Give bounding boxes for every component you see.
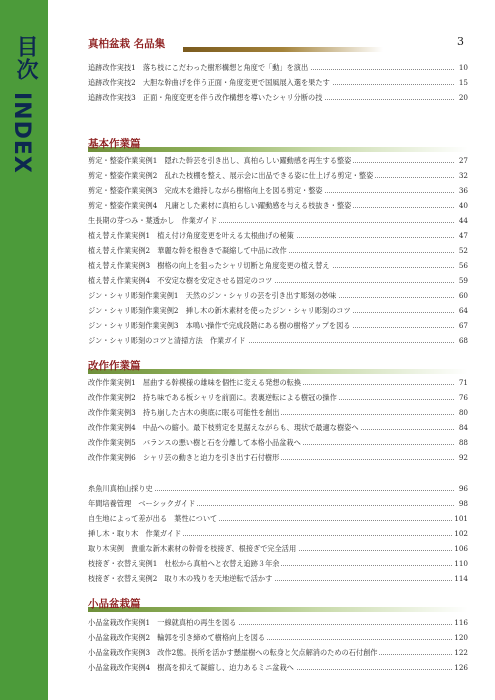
entry-page: 102 xyxy=(452,526,468,541)
section-bar xyxy=(88,607,468,612)
entry-page: 84 xyxy=(457,420,468,435)
entry-label: 小品盆栽改作実例4 樹高を抑えて凝縮し、迫力あるミニ盆栽へ xyxy=(88,663,294,672)
entry-page: 15 xyxy=(457,75,468,90)
entry-page: 52 xyxy=(457,243,468,258)
entry-page: 120 xyxy=(452,630,468,645)
toc-entry[interactable] xyxy=(88,333,468,348)
entry-page: 68 xyxy=(457,333,468,348)
section-title: 基本作業篇 xyxy=(88,138,141,150)
entry-page: 80 xyxy=(457,405,468,420)
toc-entry[interactable] xyxy=(88,645,468,660)
entry-label: 改作作業実例1 屈曲する幹模様の雄味を個性に変える発想の転換 xyxy=(88,378,302,387)
entry-page: 47 xyxy=(457,228,468,243)
entry-label: ジン・シャリ彫刻作業実例2 挿し木の新木素材を使ったジン・シャリ彫刻のコツ xyxy=(88,306,351,315)
toc-entry[interactable] xyxy=(88,303,468,318)
entry-page: 36 xyxy=(457,183,468,198)
toc-entry[interactable] xyxy=(88,288,468,303)
toc-entry[interactable] xyxy=(88,183,468,198)
entry-label: 小品盆栽改作実例3 改作2態。長所を活かす懸崖樹への転身と欠点解消のための石付創作 xyxy=(88,648,378,657)
section-bar xyxy=(88,369,468,374)
entry-label: 植え替え作業実例3 樹格の向上を狙ったシャリ切断と角度変更の植え替え xyxy=(88,261,330,270)
section-page: 3 xyxy=(457,35,464,48)
entry-label: ジン・シャリ彫刻のコツと清掃方法 作業ガイド xyxy=(88,336,246,345)
entry-page: 32 xyxy=(457,168,468,183)
section-title: 真柏盆栽 名品集 xyxy=(88,38,166,50)
entry-label: 改作作業実例5 バランスの悪い樹と石を分離して本格小品盆栽へ xyxy=(88,438,301,447)
toc-entry[interactable] xyxy=(88,526,468,541)
toc-entry[interactable] xyxy=(88,450,468,465)
section-kaisaku xyxy=(88,356,468,586)
section-header xyxy=(88,134,468,152)
entry-page: 110 xyxy=(452,556,468,571)
entry-page: 59 xyxy=(457,273,468,288)
entry-page: 27 xyxy=(457,153,468,168)
entry-page: 96 xyxy=(457,481,468,496)
entry-label: 自生地によって差が出る 葉性について xyxy=(88,514,218,523)
toc-title: 目次 xyxy=(13,35,38,81)
entry-label: 剪定・整姿作業実例2 乱れた枝棚を整え、展示会に出品できる姿に仕上げる剪定・整姿 xyxy=(88,171,374,180)
entry-page: 101 xyxy=(452,511,468,526)
entry-page: 60 xyxy=(457,288,468,303)
toc-entry[interactable] xyxy=(88,541,468,556)
entry-label: 植え替え作業実例2 華麗な幹を根巻きで凝縮して中品に改作 xyxy=(88,246,287,255)
toc-entry[interactable] xyxy=(88,420,468,435)
entry-label: 剪定・整姿作業実例3 完成木を維持しながら樹格向上を図る剪定・整姿 xyxy=(88,186,323,195)
entry-label: 枝接ぎ・衣替え実例1 杜松から真柏へと衣替え追跡３年余 xyxy=(88,559,280,568)
section-header xyxy=(88,594,468,612)
entry-page: 92 xyxy=(457,450,468,465)
entry-label: ジン・シャリ彫刻作業実例1 天然のジン・シャリの芸を引き出す彫刻の妙味 xyxy=(88,291,337,300)
entry-label: 改作作業実例2 持ち味である板シャリを前面に。表裏逆転による樹冠の操作 xyxy=(88,393,337,402)
toc-entry[interactable] xyxy=(88,198,468,213)
toc-entry[interactable] xyxy=(88,213,468,228)
section-title: 改作作業篇 xyxy=(88,360,141,372)
toc-entry[interactable] xyxy=(88,481,468,496)
entry-label: 追跡改作実技3 正面・角度変更を伴う改作構想を導いたシャリ分断の技 xyxy=(88,93,323,102)
toc-entry[interactable] xyxy=(88,60,468,75)
section-header xyxy=(88,356,468,374)
entry-label: ジン・シャリ彫刻作業実例3 本鳴い操作で完成段階にある樹の樹格アップを図る xyxy=(88,321,351,330)
entry-page: 10 xyxy=(457,60,468,75)
entry-label: 剪定・整姿作業実例4 凡庸とした素材に真柏らしい躍動感を与える枝抜き・整姿 xyxy=(88,201,352,210)
entry-label: 剪定・整姿作業実例1 隠れた幹芸を引き出し、真柏らしい躍動感を再生する整姿 xyxy=(88,156,352,165)
toc-entry[interactable] xyxy=(88,615,468,630)
entry-label: 改作作業実例3 持ち崩した古木の奥底に眠る可能性を創出 xyxy=(88,408,280,417)
entry-label: 改作作業実例4 中品への縮小。最下枝剪定を見据えながらも、現状で最適な樹姿へ xyxy=(88,423,359,432)
entry-page: 44 xyxy=(457,213,468,228)
entry-page: 67 xyxy=(457,318,468,333)
section-bar xyxy=(88,147,468,152)
toc-entry[interactable] xyxy=(88,90,468,105)
entry-label: 植え替え作業実例4 不安定な樹を安定させる固定のコツ xyxy=(88,276,273,285)
toc-subtitle: INDEX xyxy=(9,92,34,174)
entry-label: 年間培養管理 ベーシックガイド xyxy=(88,499,196,508)
entry-label: 生長期の芽つみ・葉透かし 作業ガイド xyxy=(88,216,218,225)
toc-entry[interactable] xyxy=(88,375,468,390)
entry-label: 糸魚川真柏山採り史 xyxy=(88,484,153,493)
toc-entry[interactable] xyxy=(88,405,468,420)
sidebar xyxy=(0,0,48,700)
section-title: 小品盆栽篇 xyxy=(88,598,141,610)
entry-page: 106 xyxy=(452,541,468,556)
entry-page: 56 xyxy=(457,258,468,273)
entry-page: 122 xyxy=(452,645,468,660)
entry-page: 116 xyxy=(452,615,468,630)
entry-label: 植え替え作業実例1 植え付け角度変更を叶える太根曲げの秘策 xyxy=(88,231,294,240)
section-header xyxy=(88,34,468,52)
toc-entry[interactable] xyxy=(88,390,468,405)
toc-entry[interactable] xyxy=(88,273,468,288)
section-masterpiece xyxy=(88,34,468,105)
toc-entry[interactable] xyxy=(88,630,468,645)
toc-entry[interactable] xyxy=(88,228,468,243)
toc-entry[interactable] xyxy=(88,571,468,586)
toc-entry[interactable] xyxy=(88,318,468,333)
toc-entry[interactable] xyxy=(88,556,468,571)
entry-page: 40 xyxy=(457,198,468,213)
entry-page: 71 xyxy=(457,375,468,390)
entry-label: 追跡改作実技1 落ち枝にこだわった樹形構想と角度で「動」を演出 xyxy=(88,63,309,72)
entry-page: 20 xyxy=(457,90,468,105)
entry-page: 126 xyxy=(452,660,468,675)
entry-label: 改作作業実例6 シャリ芸の動きと迫力を引き出す石付樹形 xyxy=(88,453,280,462)
entry-page: 64 xyxy=(457,303,468,318)
toc-entry[interactable] xyxy=(88,243,468,258)
toc-entry[interactable] xyxy=(88,660,468,675)
toc-entry[interactable] xyxy=(88,153,468,168)
section-basic xyxy=(88,134,468,348)
toc-entry[interactable] xyxy=(88,258,468,273)
entry-page: 114 xyxy=(452,571,468,586)
section-bar xyxy=(183,47,383,52)
entry-page: 76 xyxy=(457,390,468,405)
toc-entry[interactable] xyxy=(88,496,468,511)
entry-label: 取り木実例 貴重な新木素材の幹骨を枝接ぎ、根接ぎで完全活用 xyxy=(88,544,297,553)
toc-entry[interactable] xyxy=(88,75,468,90)
entry-label: 挿し木・取り木 作業ガイド xyxy=(88,529,182,538)
entry-label: 追跡改作実技2 大胆な幹曲げを伴う正面・角度変更で国風展入選を果たす xyxy=(88,78,330,87)
entry-label: 小品盆栽改作実例1 一線就真柏の再生を図る xyxy=(88,618,237,627)
section-shohin xyxy=(88,594,468,675)
entry-page: 88 xyxy=(457,435,468,450)
entry-label: 枝接ぎ・衣替え実例2 取り木の残りを天地逆転で活かす xyxy=(88,574,273,583)
entry-page: 98 xyxy=(457,496,468,511)
entry-label: 小品盆栽改作実例2 輪郭を引き締めて樹格向上を図る xyxy=(88,633,266,642)
toc-entry[interactable] xyxy=(88,435,468,450)
toc-entry[interactable] xyxy=(88,511,468,526)
toc-entry[interactable] xyxy=(88,168,468,183)
